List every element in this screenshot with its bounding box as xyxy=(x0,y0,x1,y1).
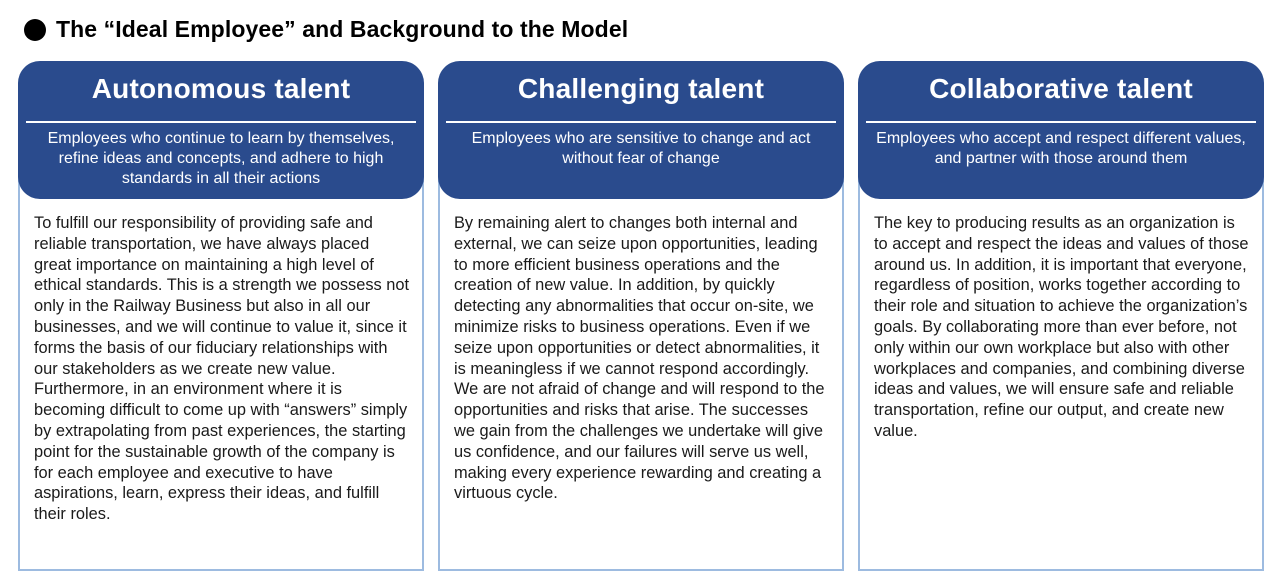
card-collaborative-talent xyxy=(858,61,1264,571)
card-subtitle: Employees who are sensitive to change and act without fear of change xyxy=(446,121,836,193)
card-title: Autonomous talent xyxy=(91,73,351,104)
page-title: The “Ideal Employee” and Background to the Model xyxy=(56,16,629,42)
card-title: Collaborative talent xyxy=(929,73,1193,104)
card-challenging-talent xyxy=(438,61,844,571)
card-subtitle: Employees who accept and respect different values, and partner with those around them xyxy=(866,121,1256,193)
card-title: Challenging talent xyxy=(517,73,765,104)
card-body-text: To fulfill our responsibility of providing safe and reliable transportation, we have always placed great importance on maintaining a high level of ethical standards. This is a strength we possess not only in the Railway Business but also in all our businesses, and we will continue to value it, since it forms the basis of our fiduciary relationships with our stakeholders as we create new value. Furthermore, in an environment where it is becoming difficult to come up with “answers” simply by extrapolating from past experiences, the starting point for the sustainable growth of the company is for each employee and executive to have aspirations, learn, express their ideas, and fulfill their roles. xyxy=(34,214,410,524)
card-header xyxy=(438,61,844,199)
card-subtitle: Employees who continue to learn by themselves, refine ideas and concepts, and adhere to high standards in all their actions xyxy=(26,121,416,193)
card-autonomous-talent xyxy=(18,61,424,571)
section-heading xyxy=(24,16,628,43)
card-body-text: The key to producing results as an organization is to accept and respect the ideas and values of those around us. In addition, it is important that everyone, regardless of position, works together according to their role and situation to achieve the organization’s goals. By collaborating more than ever before, not only within our own workplace but also with other workplaces and companies, and combining diverse ideas and values, we will ensure safe and reliable transportation, refine our output, and create new value. xyxy=(874,214,1249,440)
card-header xyxy=(858,61,1264,199)
card-body-text: By remaining alert to changes both internal and external, we can seize upon opportunities, leading to more efficient business operations and the creation of new value. In addition, by quickly detecting any abnormalities that occur on-site, we minimize risks to business operations. Even if we seize upon opportunities or detect abnormalities, it is meaningless if we cannot respond accordingly. We are not afraid of change and will respond to the opportunities and risks that arise. The successes we gain from the challenges we undertake will give us confidence, and our failures will serve us well, making every experience rewarding and creating a virtuous cycle. xyxy=(454,214,825,503)
bullet-icon xyxy=(24,19,46,41)
card-header xyxy=(18,61,424,199)
